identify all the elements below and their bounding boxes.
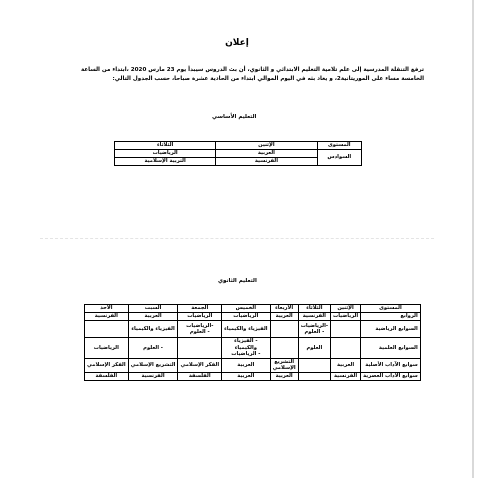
table-cell: الفرنسية (216, 158, 317, 166)
header-level: المستوى (361, 305, 421, 313)
level-cell: السوادس (317, 150, 361, 166)
table-cell: الرياضيات (178, 313, 222, 321)
header-saturday: السبت (128, 305, 178, 313)
header-monday: الإثنين (216, 142, 317, 150)
table-cell: العربية (128, 313, 178, 321)
header-level: المستوى (317, 142, 361, 150)
table-cell (298, 372, 330, 380)
level-cell: السوابع العلمية (361, 338, 421, 359)
table-cell: الفرنسية (128, 372, 178, 380)
header-friday: الجمعة (178, 305, 222, 313)
level-cell: سوابع الآداب العصرية (361, 372, 421, 380)
header-monday: الإثنين (331, 305, 361, 313)
table-cell: التربية الإسلامية (115, 158, 216, 166)
table-cell: التشريع الإسلامي (128, 358, 178, 372)
table-cell: -الرياضيات - العلوم (298, 321, 330, 338)
header-tuesday: الثلاثاء (298, 305, 330, 313)
header-wednesday: الأربعاء (270, 305, 298, 313)
table-row (85, 372, 421, 380)
table-cell: الفرنسية (298, 313, 330, 321)
table-cell (270, 338, 298, 359)
table-row (85, 358, 421, 372)
page-divider (40, 238, 434, 239)
announcement-text: ترفع التنقلة المدرسية إلى علم تلامية التعليم الابتدائي و الثانوي، أن بث الدروس سيبدأ يوم 23 مارس 2020 ،ابتداء من الساعة الخامسة مساء على الموريتانية2، و يعاد بثه في اليوم الموالي ابتداء من الحادية عشرة صباحا، حسب الجدول التالي: (80, 67, 424, 82)
table-cell (85, 321, 129, 338)
table-cell: التشريع الإسلامي (270, 358, 298, 372)
basic-schedule-table (114, 141, 362, 166)
header-sunday: الأحد (85, 305, 129, 313)
table-cell: العربية (216, 150, 317, 158)
basic-education-title: التعليم الأساسي (212, 114, 257, 120)
table-cell: - العلوم (128, 338, 178, 359)
table-cell (331, 338, 361, 359)
table-cell (270, 321, 298, 338)
table-cell: الفيزياء والكيمياء (128, 321, 178, 338)
table-cell: الفرنسية (331, 372, 361, 380)
table-cell (178, 338, 222, 359)
table-cell: - الفيزياء والكيمياء - الرياضيات (222, 338, 270, 359)
table-cell: الفكر الإسلامي (178, 358, 222, 372)
table-cell (298, 358, 330, 372)
table-cell: -الرياضيات - العلوم (178, 321, 222, 338)
secondary-schedule-table (84, 304, 421, 381)
table-row (85, 321, 421, 338)
announcement-title: إعلان (225, 38, 249, 48)
table-cell: الفلسفة (85, 372, 129, 380)
table-row (115, 150, 362, 158)
table-cell: الرياضيات (222, 313, 270, 321)
table-cell: العلوم (298, 338, 330, 359)
table-cell: الرياضيات (115, 150, 216, 158)
table-row (85, 313, 421, 321)
table-header-row (115, 142, 362, 150)
table-cell: العربية (331, 358, 361, 372)
secondary-education-title: التعليم الثانوي (218, 278, 257, 284)
table-cell: الفكر الإسلامي (85, 358, 129, 372)
table-cell: الرياضيات (85, 338, 129, 359)
header-tuesday: الثلاثاء (115, 142, 216, 150)
level-cell: السوابع الرياضية (361, 321, 421, 338)
table-row (85, 338, 421, 359)
level-cell: سوابع الآداب الأصلية (361, 358, 421, 372)
table-cell: العربية (270, 313, 298, 321)
table-cell: العربية (222, 372, 270, 380)
table-cell (331, 321, 361, 338)
table-cell: الفرنسية (85, 313, 129, 321)
level-cell: الروابع (361, 313, 421, 321)
table-cell: الفيزياء والكيمياء (222, 321, 270, 338)
table-cell: العربية (270, 372, 298, 380)
table-cell: الفلسفة (178, 372, 222, 380)
header-thursday: الخميس (222, 305, 270, 313)
table-cell: العربية (222, 358, 270, 372)
table-header-row (85, 305, 421, 313)
table-cell: الرياضيات (331, 313, 361, 321)
